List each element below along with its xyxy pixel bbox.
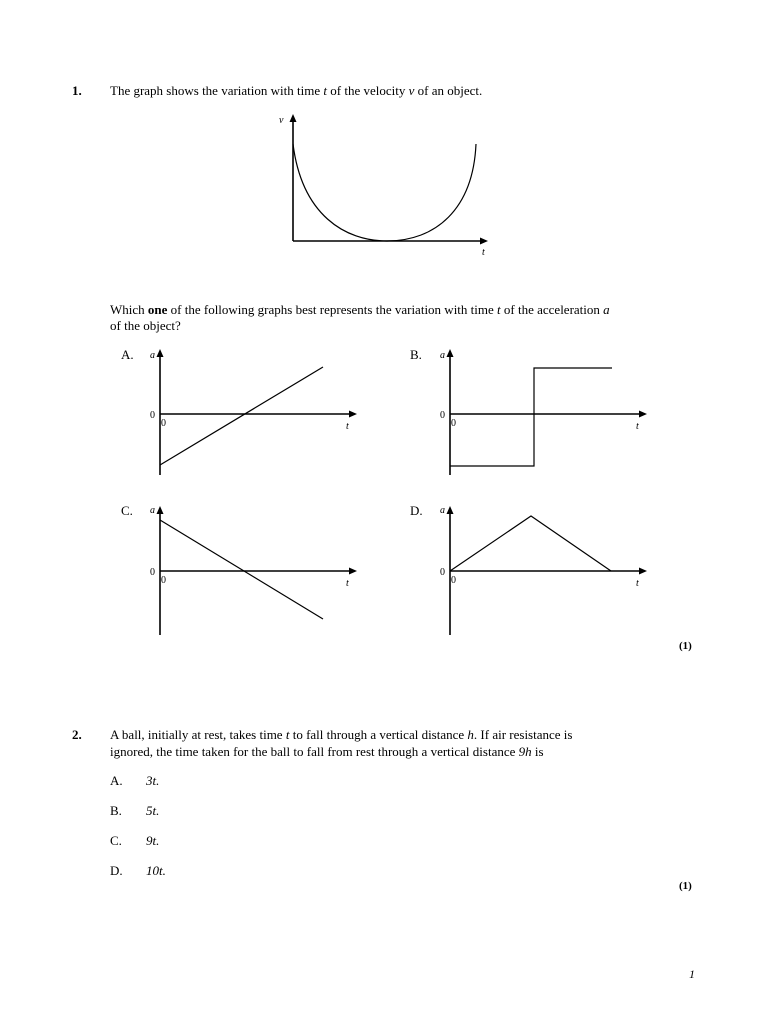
q2-var-9h: 9h xyxy=(518,744,532,759)
q2-var-t: t xyxy=(285,727,290,742)
q2-var-h: h xyxy=(467,727,474,742)
a-axis-arrow xyxy=(447,506,454,514)
question-2-line1 xyxy=(110,727,572,743)
t-axis-label: t xyxy=(346,578,349,589)
velocity-time-graph xyxy=(270,110,500,260)
question-2-number: 2. xyxy=(72,727,82,742)
zero-label-y: 0 xyxy=(440,410,445,421)
prompt-text: of the following graphs best represents the variation with time xyxy=(167,302,498,317)
velocity-curve xyxy=(293,144,476,241)
q2-option-b-letter[interactable]: B. xyxy=(110,803,122,818)
prompt-var-a: a xyxy=(603,302,610,317)
prompt-text: of the acceleration xyxy=(500,302,604,317)
prompt-text: Which xyxy=(110,302,148,317)
stem-text: of an object. xyxy=(414,83,483,98)
q2-option-c-value[interactable]: 9t. xyxy=(146,833,160,848)
stem-text: of the velocity xyxy=(327,83,409,98)
t-axis-label: t xyxy=(636,578,639,589)
zero-label-y: 0 xyxy=(150,410,155,421)
option-b-letter[interactable]: B. xyxy=(410,347,422,362)
option-c-graph[interactable] xyxy=(145,502,370,637)
acceleration-step-line xyxy=(450,368,612,466)
q2-option-b-value[interactable]: 5t. xyxy=(146,803,160,818)
prompt-emphasis: one xyxy=(147,302,168,317)
a-axis-label: a xyxy=(440,505,445,516)
option-d-letter[interactable]: D. xyxy=(410,503,423,518)
q2-text: is xyxy=(531,744,544,759)
stem-text: The graph shows the variation with time xyxy=(110,83,324,98)
question-2-marks: (1) xyxy=(679,880,692,892)
question-1-prompt-line1 xyxy=(110,302,610,318)
v-axis-arrow xyxy=(290,114,297,122)
v-axis-label: v xyxy=(279,115,284,126)
t-axis-label: t xyxy=(482,247,485,258)
q2-text: to fall through a vertical distance xyxy=(289,727,468,742)
page-number: 1 xyxy=(689,967,695,981)
t-axis-arrow xyxy=(639,411,647,418)
q2-text: . If air resistance is xyxy=(473,727,573,742)
option-b-graph[interactable] xyxy=(435,345,660,480)
acceleration-line-decreasing xyxy=(160,520,323,619)
question-1-number: 1. xyxy=(72,83,82,98)
a-axis-arrow xyxy=(157,349,164,357)
a-axis-arrow xyxy=(157,506,164,514)
question-1-prompt-line2: of the object? xyxy=(110,318,181,333)
a-axis-arrow xyxy=(447,349,454,357)
a-axis-label: a xyxy=(440,350,445,361)
option-a-letter[interactable]: A. xyxy=(121,347,134,362)
acceleration-triangle-line xyxy=(450,516,611,571)
stem-var-t: t xyxy=(323,83,327,98)
question-2-line2 xyxy=(110,744,544,760)
stem-var-v: v xyxy=(408,83,415,98)
prompt-var-t: t xyxy=(497,302,501,317)
option-a-graph[interactable] xyxy=(145,345,370,480)
zero-label-x: 0 xyxy=(451,575,456,586)
zero-label-x: 0 xyxy=(451,418,456,429)
t-axis-label: t xyxy=(346,421,349,432)
q2-option-a-value[interactable]: 3t. xyxy=(146,773,160,788)
t-axis-arrow xyxy=(349,568,357,575)
zero-label-y: 0 xyxy=(150,567,155,578)
q2-option-d-letter[interactable]: D. xyxy=(110,863,123,878)
q2-text: A ball, initially at rest, takes time xyxy=(110,727,286,742)
t-axis-arrow xyxy=(480,238,488,245)
zero-label-y: 0 xyxy=(440,567,445,578)
q2-option-d-value[interactable]: 10t. xyxy=(146,863,166,878)
zero-label-x: 0 xyxy=(161,418,166,429)
q2-option-a-letter[interactable]: A. xyxy=(110,773,123,788)
question-1-marks: (1) xyxy=(679,640,692,652)
t-axis-arrow xyxy=(349,411,357,418)
a-axis-label: a xyxy=(150,350,155,361)
acceleration-line-increasing xyxy=(160,367,323,465)
q2-text: ignored, the time taken for the ball to fall from rest through a vertical distance xyxy=(110,744,519,759)
option-c-letter[interactable]: C. xyxy=(121,503,133,518)
a-axis-label: a xyxy=(150,505,155,516)
q2-option-c-letter[interactable]: C. xyxy=(110,833,122,848)
question-1-stem xyxy=(110,83,482,99)
zero-label-x: 0 xyxy=(161,575,166,586)
t-axis-label: t xyxy=(636,421,639,432)
t-axis-arrow xyxy=(639,568,647,575)
option-d-graph[interactable] xyxy=(435,502,660,637)
